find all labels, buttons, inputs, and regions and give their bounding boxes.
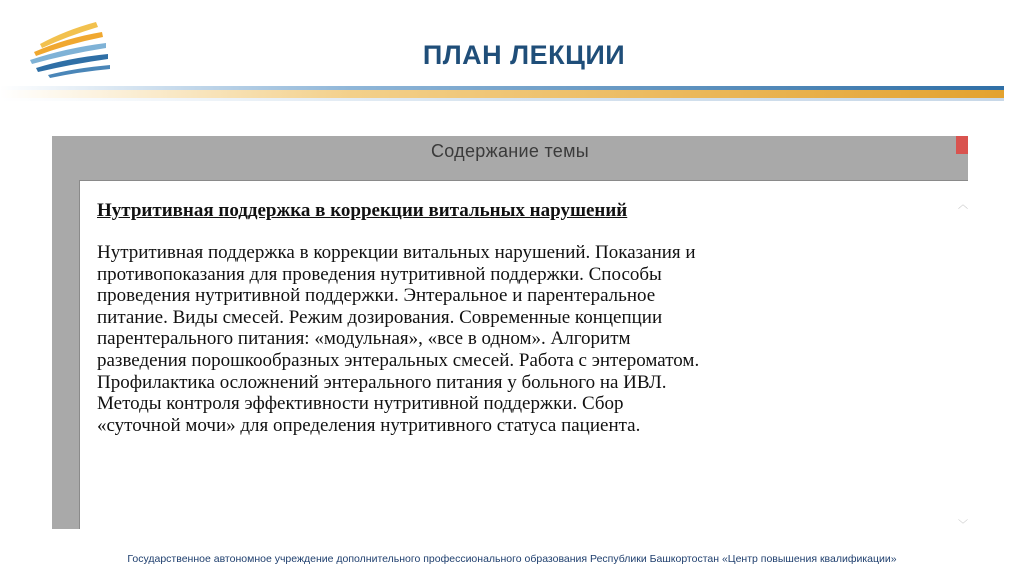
body-line: «суточной мочи» для определения нутритивного статуса пациента. xyxy=(97,414,641,436)
body-line: питание. Виды смесей. Режим дозирования. Современные концепции xyxy=(97,306,663,328)
topic-heading: Нутритивная поддержка в коррекции витальных нарушений xyxy=(97,200,628,221)
window-caption: Содержание темы xyxy=(430,141,590,161)
topic-body xyxy=(97,242,937,436)
body-line: проведения нутритивной поддержки. Энтеральное и парентеральное xyxy=(97,285,656,307)
body-line: противопоказания для проведения нутритивной поддержки. Способы xyxy=(97,263,662,285)
slide-title xyxy=(0,40,1024,71)
body-line: Методы контроля эффективности нутритивной поддержки. Сбор xyxy=(97,393,624,415)
window-close-button[interactable] xyxy=(956,136,968,154)
topic-text-block xyxy=(97,199,937,436)
body-line: Нутритивная поддержка в коррекции витальных нарушений. Показания и xyxy=(97,242,696,263)
scroll-down-icon[interactable]: ﹀ xyxy=(958,520,968,529)
body-line: парентерального питания: «модульная», «все в одном». Алгоритм xyxy=(97,328,631,350)
topic-window xyxy=(52,136,968,529)
scroll-up-icon[interactable]: ︿ xyxy=(958,200,968,211)
slide-title-text: ПЛАН ЛЕКЦИИ xyxy=(422,40,626,70)
header-stripe-gold xyxy=(0,90,1004,98)
body-line: разведения порошкообразных энтеральных смесей. Работа с энтероматом. xyxy=(97,349,700,371)
slide-footer: Государственное автономное учреждение дополнительного профессионального образования Республики Башкортостан «Центр повышения квалификации» xyxy=(127,553,897,565)
topic-content-area xyxy=(79,180,968,529)
header-stripe-light xyxy=(0,98,1004,101)
vertical-scrollbar[interactable] xyxy=(957,181,968,529)
body-line: Профилактика осложнений энтерального питания у больного на ИВЛ. xyxy=(97,371,667,393)
